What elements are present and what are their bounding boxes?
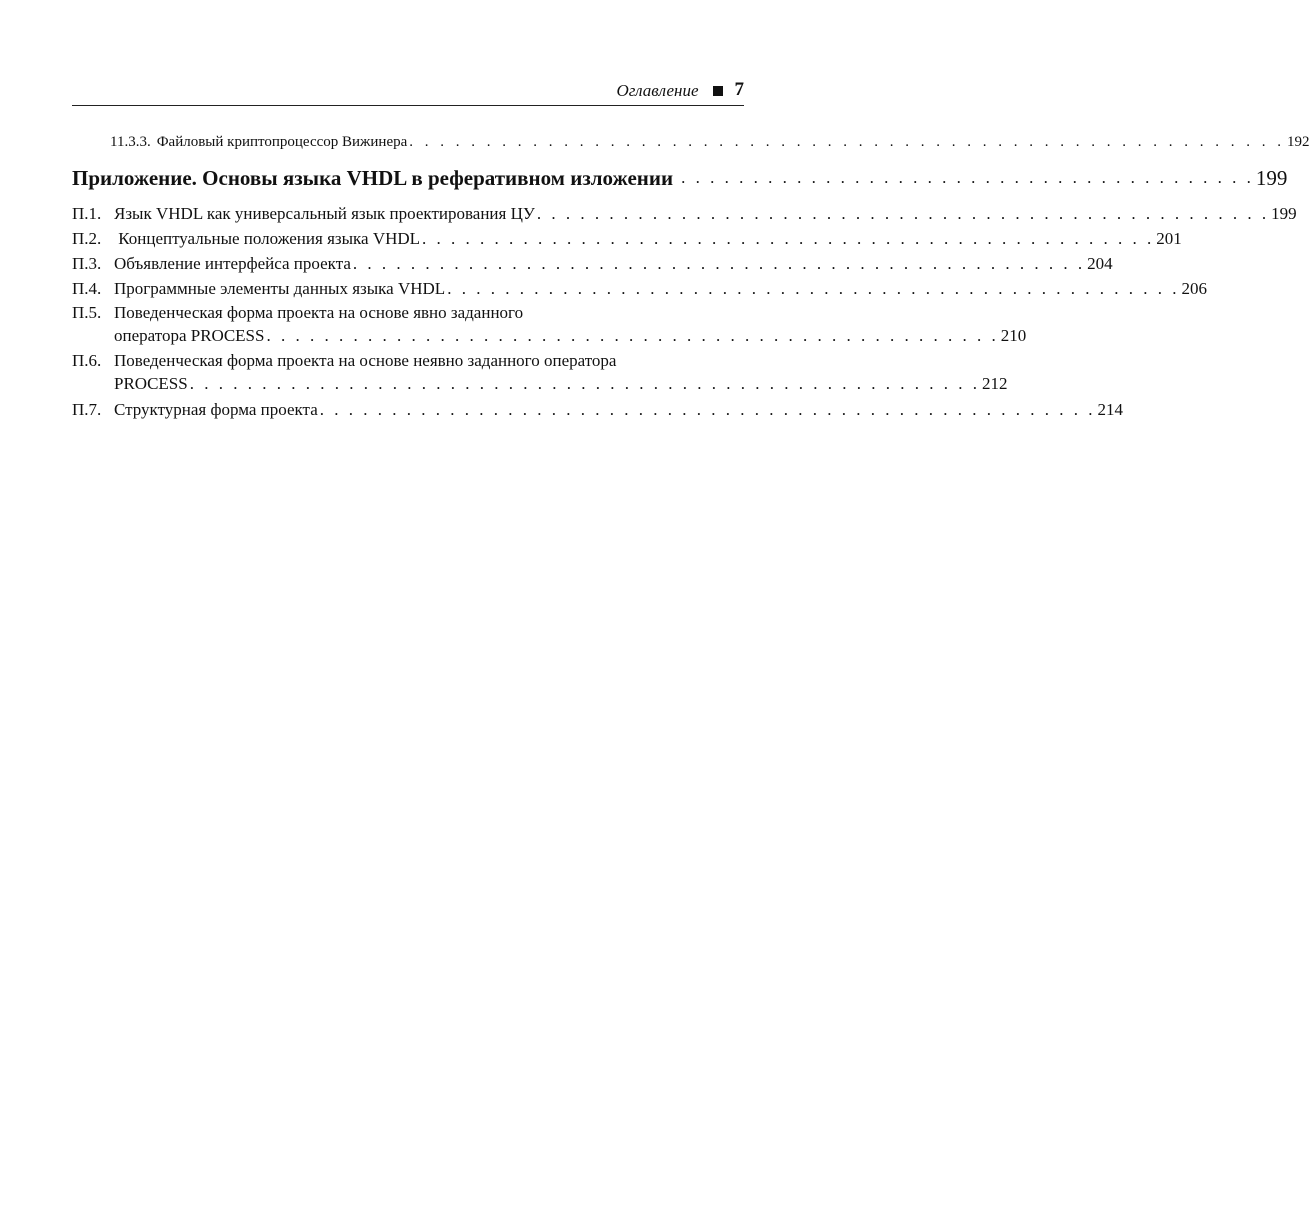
running-head-section: Оглавление (616, 81, 699, 100)
toc-entry-p1[interactable] (72, 201, 1297, 226)
toc-entry-title-line2: оператора PROCESS (114, 326, 265, 345)
toc-leader-dots: . . . . . . . . . . . . . . . . . . . . . . . . . . . . . . . . . . . . . . . . . . . . . . . . . . . (266, 326, 999, 345)
table-of-contents (72, 130, 1310, 422)
toc-entry-p5[interactable] (72, 301, 1027, 347)
toc-entry-title: Объявление интерфейса проекта (114, 254, 351, 273)
toc-entry-page: 204 (1087, 254, 1113, 273)
toc-entry-title: Программные элементы данных языка VHDL (114, 279, 446, 298)
page-number: 7 (734, 79, 744, 100)
toc-appendix-heading[interactable] (72, 163, 1288, 193)
toc-entry-number: П.5. (72, 303, 102, 322)
toc-entry-title: Файловый криптопроцессор Вижинера (156, 134, 408, 150)
toc-entry-p6[interactable] (72, 349, 1008, 395)
toc-entry-title: Концептуальные положения языка VHDL (114, 229, 421, 248)
toc-entry-page: 199 (1271, 204, 1297, 223)
toc-entry-number: П.6. (72, 351, 102, 370)
toc-entry-title-line1: Поведенческая форма проекта на основе явно заданного (114, 303, 524, 322)
toc-entry-page: 214 (1097, 400, 1123, 419)
running-head (72, 78, 744, 106)
toc-entry-title: Язык VHDL как универсальный язык проектирования ЦУ (114, 204, 535, 223)
toc-entry-title-line1: Поведенческая форма проекта на основе неявно заданного оператора (114, 351, 617, 370)
toc-entry-11-3-3[interactable] (72, 130, 1310, 155)
square-bullet-icon (713, 86, 723, 96)
toc-entry-number: П.7. (72, 400, 102, 419)
toc-entry-number: П.4. (72, 279, 102, 298)
toc-leader-dots: . . . . . . . . . . . . . . . . . . . . . . . . . . . . . . . . . . . . . . . . . . . . . . . . . . . . . . . . . (409, 134, 1286, 150)
appendix-title: Приложение. Основы языка VHDL в реферативном изложении (72, 166, 674, 190)
appendix-page: 199 (1255, 166, 1288, 190)
toc-entry-title: Структурная форма проекта (114, 400, 318, 419)
toc-leader-dots: . . . . . . . . . . . . . . . . . . . . . . . . . . . . . . . . . . . . . . . . . . . . . . . . . . . (422, 229, 1155, 248)
toc-entry-p2[interactable] (72, 226, 1182, 251)
toc-entry-number: П.3. (72, 254, 102, 273)
toc-entry-p4[interactable] (72, 276, 1207, 301)
toc-entry-number: П.2. (72, 229, 102, 248)
toc-entry-page: 210 (1000, 326, 1027, 345)
toc-leader-dots: . . . . . . . . . . . . . . . . . . . . . . . . . . . . . . . . . . . . . . . . . . . . . . . . . . . . . . . (189, 374, 980, 393)
toc-leader-dots: . . . . . . . . . . . . . . . . . . . . . . . . . . . . . . . . . . . . . . . . . . . . . . . . . . . (352, 254, 1086, 273)
toc-entry-page: 192 (1287, 134, 1310, 150)
toc-leader-dots: . . . . . . . . . . . . . . . . . . . . . . . . . . . . . . . . . . . . . . . . . . . . . . . . . . . (447, 279, 1180, 298)
toc-entry-page: 201 (1156, 229, 1182, 248)
toc-leader-dots: . . . . . . . . . . . . . . . . . . . . . . . . . . . . . . . . . . . . . . . . . . . . . . . . . . . . . . (319, 400, 1096, 419)
toc-entry-number: 11.3.3. (110, 134, 151, 150)
toc-entry-p3[interactable] (72, 251, 1113, 276)
toc-leader-dots: . . . . . . . . . . . . . . . . . . . . . . . . . . . . . . . . . . . . . . . . (681, 168, 1254, 187)
toc-entry-page: 206 (1181, 279, 1207, 298)
toc-entry-title-line2: PROCESS (114, 374, 188, 393)
toc-entry-number: П.1. (72, 204, 102, 223)
toc-entry-p7[interactable] (72, 397, 1123, 422)
toc-entry-page: 212 (981, 374, 1008, 393)
toc-leader-dots: . . . . . . . . . . . . . . . . . . . . . . . . . . . . . . . . . . . . . . . . . . . . . . . . . . . (536, 204, 1270, 223)
